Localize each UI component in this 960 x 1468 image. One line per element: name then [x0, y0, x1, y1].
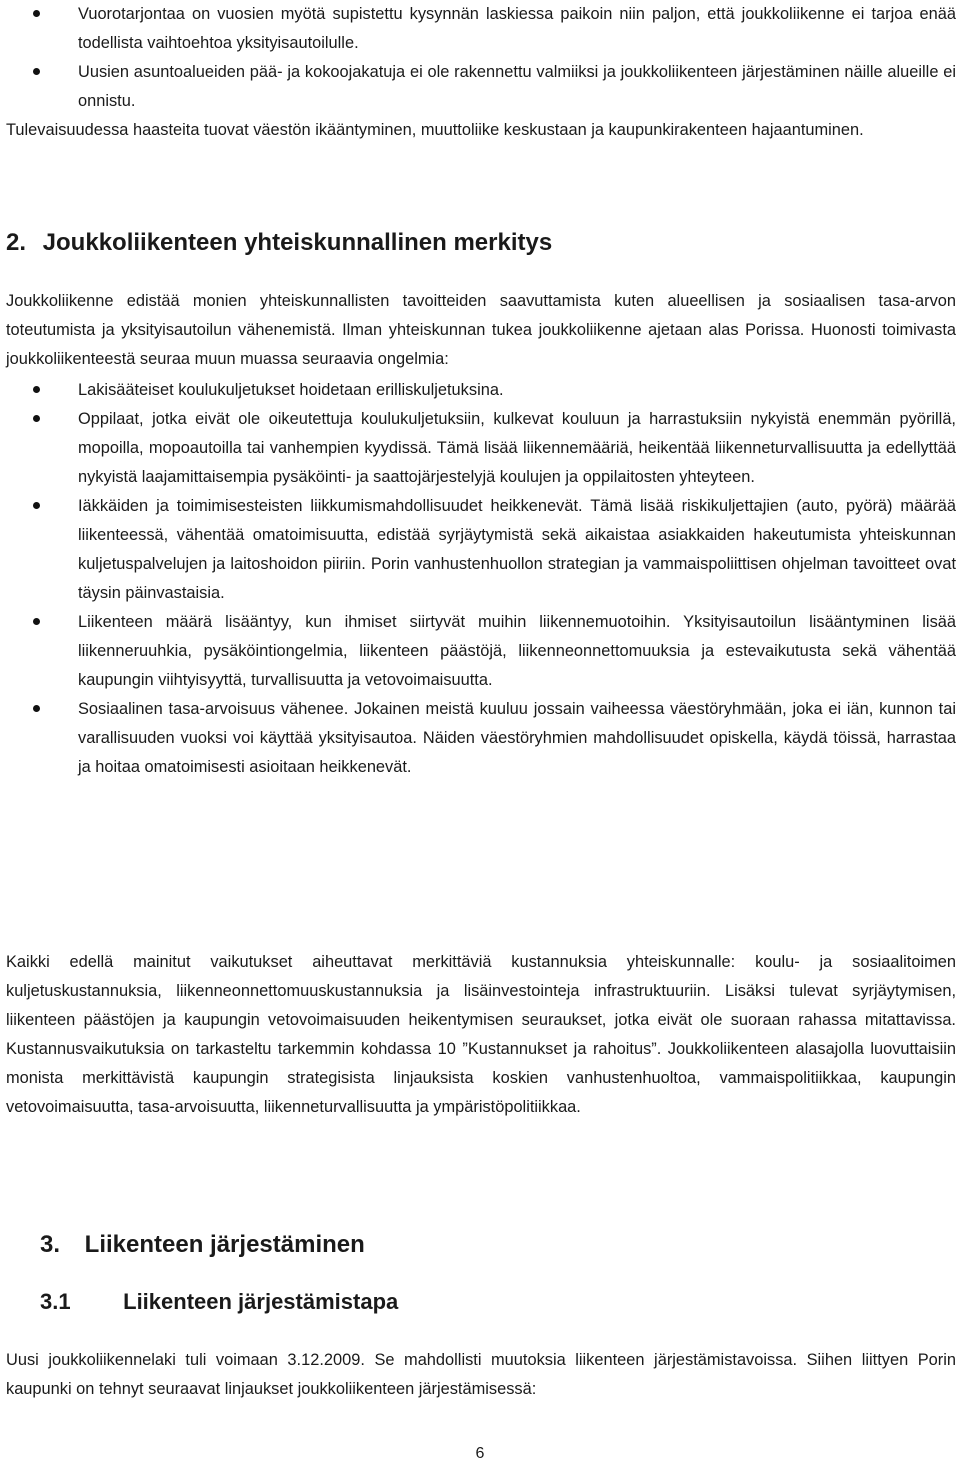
- section-2-heading: [6, 228, 956, 258]
- section-2-summary: [6, 948, 956, 1122]
- subsection-number: 3.1: [40, 1289, 71, 1314]
- paragraph: Tulevaisuudessa haasteita tuovat väestön ikääntyminen, muuttoliike keskustaan ja kaupunkirakenteen hajaantuminen.: [6, 121, 864, 139]
- section-3-body: [6, 1346, 956, 1404]
- list-item: Oppilaat, jotka eivät ole oikeutettuja koulukuljetuksiin, kulkevat kouluun ja harrastuksiin nykyistä enemmän pyörillä, mopoilla, mopoautoilla tai vanhempien kyydissä. Tämä lisää liikennemääriä, heikentää liikenneturvallisuutta ja edellyttää nykyistä laajamittaisempia pysäköinti- ja saattojärjestelyjä koulujen ja oppilaitosten yhteyteen.: [6, 405, 956, 492]
- page-number: 6: [475, 1445, 485, 1462]
- section-title: Liikenteen järjestäminen: [84, 1231, 365, 1258]
- list-item: Sosiaalinen tasa-arvoisuus vähenee. Jokainen meistä kuuluu jossain vaiheessa väestöryhmään, joka ei iän, kunnon tai varallisuuden vuoksi voi käyttää yksityisautoa. Näiden väestöryhmien mahdollisuudet opiskella, käydä töissä, harrastaa ja hoitaa omatoimisesti asioitaan heikkenevät.: [6, 695, 956, 782]
- subsection-3-1-heading: [40, 1287, 940, 1317]
- list-item: Iäkkäiden ja toimimisesteisten liikkumismahdollisuudet heikkenevät. Tämä lisää riskikuljettajien (auto, pyörä) määrää liikenteessä, vähentää omatoimisuutta, edistää syrjäytymistä sekä aikaistaa asiakkaiden hakeutumista yhteiskunnan kuljetuspalvelujen ja laitoshoidon piiriin. Porin vanhustenhuollon strategian ja vammaispoliittisen ohjelman tavoitteet ovat täysin päinvastaisia.: [6, 492, 956, 608]
- paragraph: Kaikki edellä mainitut vaikutukset aiheuttavat merkittäviä kustannuksia yhteiskunnalle: koulu- ja sosiaalitoimen kuljetuskustannuksia, liikenneonnettomuuskustannuksia ja lisäinvestointeja infrastruktuuriin. Lisäksi tulevat syrjäytymisen, liikenteen päästöjen ja kaupungin vetovoimaisuuden heikentymisen seuraukset, jotka eivät ole suoraan rahassa mitattavissa. Kustannusvaikutuksia on tarkasteltu tarkemmin kohdassa 10 ”Kustannukset ja rahoitus”. Joukkoliikenteen alasajolla luovuttaisiin monista merkittävistä kaupungin strategisista linjauksista koskien vanhustenhuoltoa, vammaispolitiikkaa, kaupungin vetovoimaisuutta, tasa-arvoisuutta, liikenneturvallisuutta ja ympäristöpolitiikkaa.: [6, 953, 956, 1116]
- list-item: Lakisääteiset koulukuljetukset hoidetaan erilliskuljetuksina.: [6, 376, 956, 405]
- section-3-heading: [40, 1230, 940, 1260]
- list-item: Uusien asuntoalueiden pää- ja kokoojakatuja ei ole rakennettu valmiiksi ja joukkoliikenteen järjestäminen näille alueille ei onnistu.: [6, 58, 956, 116]
- paragraph: Joukkoliikenne edistää monien yhteiskunnallisten tavoitteiden saavuttamista kuten alueellisen ja sosiaalisen tasa-arvon toteutumista ja yksityisautoilun vähenemistä. Ilman yhteiskunnan tukea joukkoliikenne ajetaan alas Porissa. Huonosti toimivasta joukkoliikenteestä seuraa muun muassa seuraavia ongelmia:: [6, 292, 956, 368]
- section-number: 3.: [40, 1231, 61, 1258]
- subsection-title: Liikenteen järjestämistapa: [123, 1289, 399, 1314]
- list-item: Liikenteen määrä lisääntyy, kun ihmiset siirtyvät muihin liikennemuotoihin. Yksityisautoilun lisääntyminen lisää liikenneruuhkia, pysäköintiongelmia, liikenteen päästöjä, liikenneonnettomuuksia ja estevaikutusta sekä vähentää kaupungin viihtyisyyttä, turvallisuutta ja vetovoimaisuutta.: [6, 608, 956, 695]
- top-bullet-list: [6, 0, 956, 145]
- section-2-body: [6, 287, 956, 782]
- section-title: Joukkoliikenteen yhteiskunnallinen merkitys: [42, 229, 553, 256]
- paragraph: Uusi joukkoliikennelaki tuli voimaan 3.12.2009. Se mahdollisti muutoksia liikenteen järjestämistavoissa. Siihen liittyen Porin kaupunki on tehnyt seuraavat linjaukset joukkoliikenteen järjestämisessä:: [6, 1351, 956, 1398]
- section-number: 2.: [6, 229, 27, 256]
- list-item: Vuorotarjontaa on vuosien myötä supistettu kysynnän laskiessa paikoin niin paljon, että joukkoliikenne ei tarjoa enää todellista vaihtoehtoa yksityisautoilulle.: [6, 0, 956, 58]
